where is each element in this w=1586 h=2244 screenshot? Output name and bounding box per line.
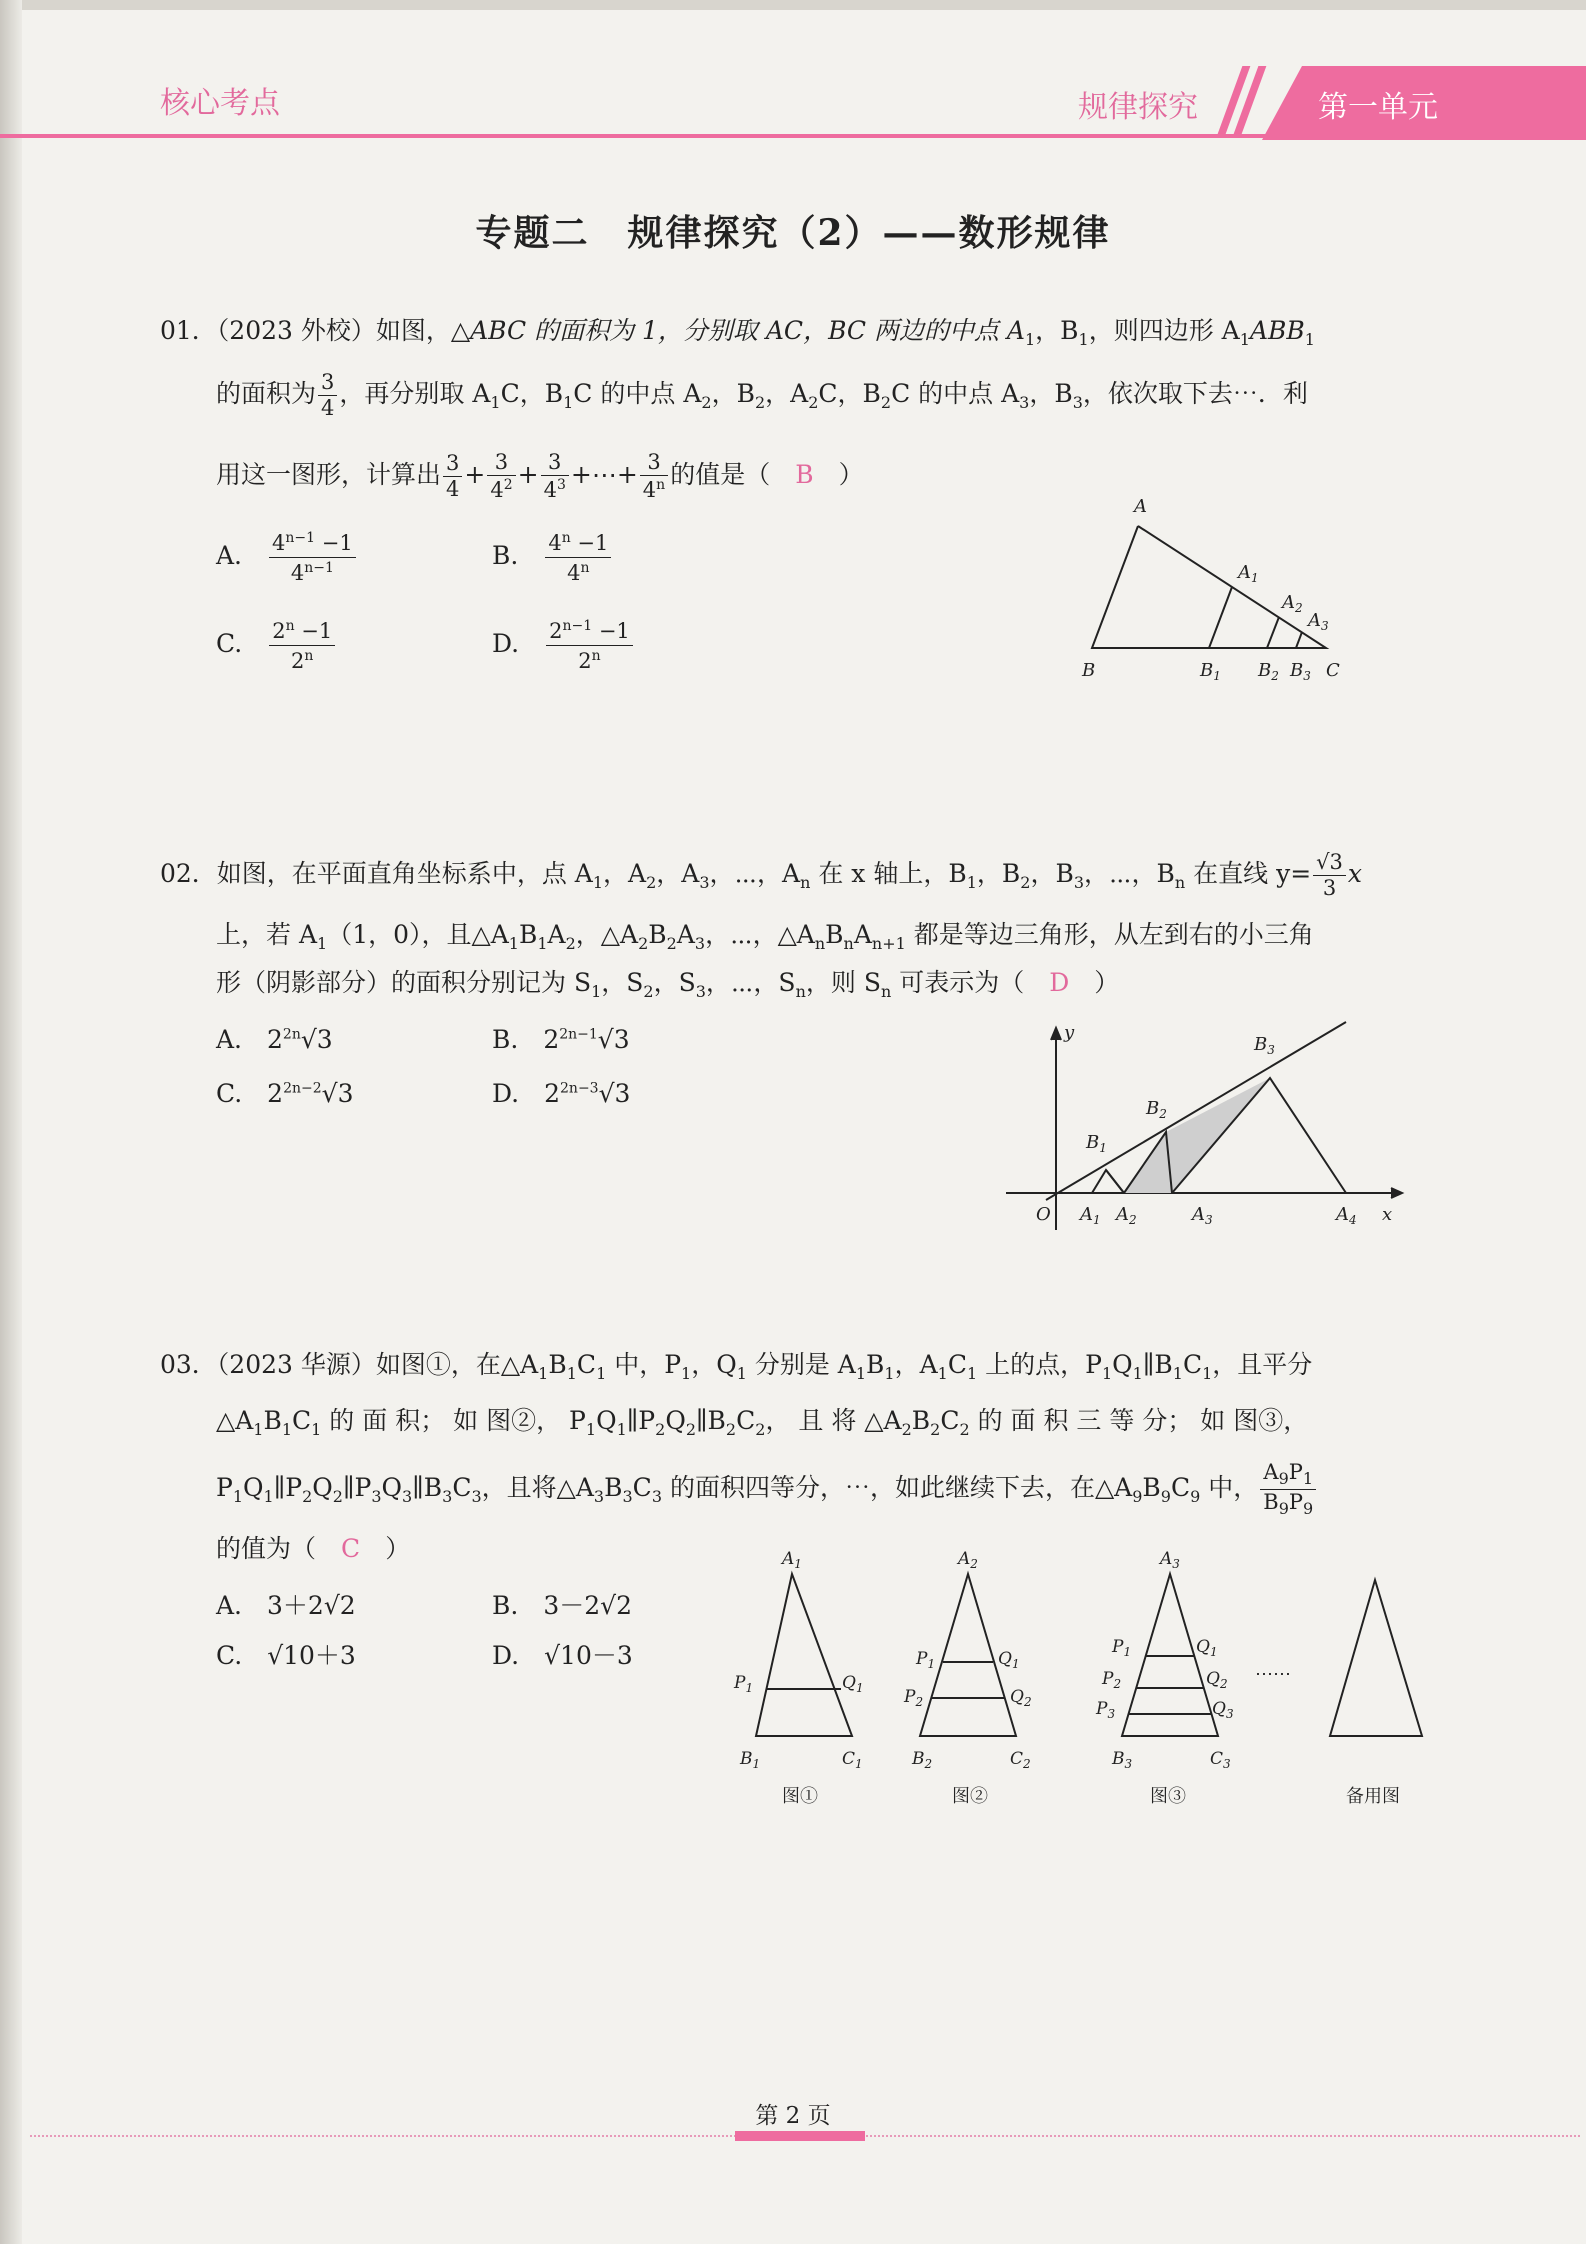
q3-triangles-figure [720, 1540, 1440, 1820]
fig-label: $B_1$ [1200, 660, 1221, 683]
svg-text:B2: $B_2$ [912, 1749, 933, 1771]
q3-option-a: A. 3＋2√2 [216, 1591, 356, 1620]
fig-label: $B_3$ [1254, 1034, 1275, 1057]
fig-label: B [1082, 660, 1096, 681]
q3-option-c: C. √10＋3 [216, 1641, 356, 1670]
q2-answer: D [1049, 968, 1070, 997]
q1-triangle-figure [1070, 490, 1360, 690]
fig-label: $B_3$ [1290, 660, 1311, 683]
svg-text:Q1: $Q_1$ [1196, 1637, 1218, 1659]
q2-coordinate-figure [1006, 1010, 1426, 1240]
q2-option-b: B. $2^{2n-1}√3$ [492, 1025, 630, 1054]
q2-line-3: 形（阴影部分）的面积分别记为 $S_1$，$S_2$，$S_3$，⋯，$S_n$，则 $S_n$ 可表示为（ D ） [216, 968, 1120, 1001]
fig-label: $A_2$ [1116, 1204, 1137, 1227]
q3-line-1: 03．（2023 华源）如图①，在$\triangle A_1B_1C_1$ 中，$P_1$，$Q_1$ 分别是 $A_1B_1$，$A_1C_1$ 上的点，$P_1Q_1\parallel B_1C_1$，且平分 [160, 1350, 1313, 1383]
svg-text:Q1: $Q_1$ [998, 1649, 1020, 1671]
svg-text:Q2: $Q_2$ [1206, 1669, 1228, 1691]
fig-label: $A_3$ [1192, 1204, 1213, 1227]
svg-text:P2: $P_2$ [904, 1687, 924, 1709]
fig-label: $B_2$ [1258, 660, 1279, 683]
fig-caption: 图③ [1150, 1786, 1186, 1807]
q1-option-c: C. $\frac{2^n -1}{2^n}$ [216, 618, 337, 673]
q2-option-c: C. $2^{2n-2}√3$ [216, 1079, 354, 1108]
svg-text:P1: $P_1$ [916, 1649, 936, 1671]
svg-text:B1: $B_1$ [740, 1749, 761, 1771]
q3-line-2: $\triangle A_1B_1C_1$ 的 面 积； 如 图②， $P_1Q_1\parallel P_2Q_2\parallel B_2C_2$， 且 将 $\triangle A_2B_2C_2$ 的 面 积 三 等 分； 如 图③， [216, 1406, 1309, 1439]
fig-label: $A_1$ [1238, 562, 1259, 585]
q1-option-a: A. $\frac{4^{n-1} -1}{4^{n-1}}$ [216, 530, 358, 585]
svg-text:P1: $P_1$ [1112, 1637, 1132, 1659]
header-unit-label: 第一单元 [1318, 90, 1438, 125]
q1-option-d: D. $\frac{2^{n-1} -1}{2^n}$ [492, 618, 635, 673]
fig-label: y [1064, 1022, 1075, 1043]
svg-text:C1: $C_1$ [842, 1749, 863, 1771]
q2-option-d: D. $2^{2n-3}√3$ [492, 1079, 631, 1108]
fig-label: $A_1$ [1080, 1204, 1101, 1227]
q3-option-b: B. 3－2√2 [492, 1591, 632, 1620]
svg-text:A1: $A_1$ [782, 1549, 802, 1571]
q2-option-a: A. $2^{2n}√3$ [216, 1025, 333, 1054]
q1-line-3: 用这一图形，计算出 $\frac{3}{4}$ + $\frac{3}{4^2}$ + $\frac{3}{4^3}$ +⋯+ $\frac{3}{4^n}$ 的值是（ B ） [216, 450, 864, 502]
q2-line-2: 上，若 $A_1(1$，0），且$\triangle A_1B_1A_2$，$\triangle A_2B_2A_3$，⋯，$\triangle A_nB_nA_{n+1}$ 都是等边三角形，从左到右的小三角 [216, 920, 1314, 953]
fig-label: $A_2$ [1282, 592, 1303, 615]
q2-line-1: 02．如图，在平面直角坐标系中，点 $A_1$，$A_2$，$A_3$，⋯，$A_n$ 在 x 轴上，$B_1$，$B_2$，$B_3$，⋯，$B_n$ 在直线 y= $\frac{√3}{3}$ x [160, 850, 1363, 900]
top-edge [0, 0, 1586, 10]
fig-label: $A_4$ [1336, 1204, 1357, 1227]
q1-option-b: B. $\frac{4^n -1}{4^n}$ [492, 530, 613, 585]
fig-label: A [1134, 496, 1147, 517]
page-title: 专题二 规律探究（2）——数形规律 [475, 212, 1111, 254]
q1-answer: B [795, 460, 814, 489]
fig-label: $B_1$ [1086, 1132, 1107, 1155]
q3-option-d: D. √10－3 [492, 1641, 633, 1670]
svg-text:P3: $P_3$ [1096, 1699, 1116, 1721]
fig-label: $A_3$ [1308, 610, 1329, 633]
q1-line-2: 的面积为 $\frac{3}{4}$ ，再分别取 $A_1C$，$B_1C$ 的中点 $A_2$，$B_2$，$A_2C$，$B_2C$ 的中点 $A_3$，$B_3$，依次取下去⋯．利 [216, 370, 1308, 420]
header-divider [0, 134, 1586, 138]
page-number: 第 2 页 [755, 2103, 831, 2129]
header-section-label: 规律探究 [1078, 90, 1198, 125]
fig-dots: ⋯⋯ [1255, 1664, 1291, 1685]
svg-text:P2: $P_2$ [1102, 1669, 1122, 1691]
fig-label: x [1382, 1204, 1393, 1225]
svg-text:C3: $C_3$ [1210, 1749, 1231, 1771]
q3-line-3: $P_1Q_1\parallel P_2Q_2\parallel P_3Q_3\parallel B_3C_3$，且将$\triangle A_3B_3C_3$ 的面积四等分，⋯，如此继续下去，在$\triangle A_9B_9C_9$ 中， $\frac{A_9P_1}{B_9P_9}$ [216, 1462, 1318, 1517]
svg-text:Q3: $Q_3$ [1212, 1699, 1234, 1721]
fig-caption: 图② [952, 1786, 988, 1807]
header-left-label: 核心考点 [160, 86, 280, 121]
svg-text:A3: $A_3$ [1160, 1549, 1180, 1571]
q1-line-1: 01．（2023 外校）如图，△ABC 的面积为 1，分别取 AC，BC 两边的中点 $A_1$，$B_1$，则四边形 $A_1ABB_1$ [160, 316, 1315, 349]
fig-caption: 备用图 [1346, 1786, 1400, 1807]
fig-caption: 图① [782, 1786, 818, 1807]
svg-text:Q1: $Q_1$ [842, 1673, 864, 1695]
svg-text:C2: $C_2$ [1010, 1749, 1031, 1771]
svg-text:B3: $B_3$ [1112, 1749, 1133, 1771]
svg-text:A2: $A_2$ [958, 1549, 978, 1571]
fig-label: C [1326, 660, 1340, 681]
fig-label: $B_2$ [1146, 1098, 1167, 1121]
svg-text:P1: $P_1$ [734, 1673, 754, 1695]
book-spine [0, 0, 22, 2244]
q3-answer: C [341, 1534, 361, 1563]
q3-line-4: 的值为（ C ） [216, 1534, 411, 1563]
svg-text:Q2: $Q_2$ [1010, 1687, 1032, 1709]
footer-bar [735, 2131, 865, 2141]
fig-label: O [1036, 1204, 1051, 1225]
